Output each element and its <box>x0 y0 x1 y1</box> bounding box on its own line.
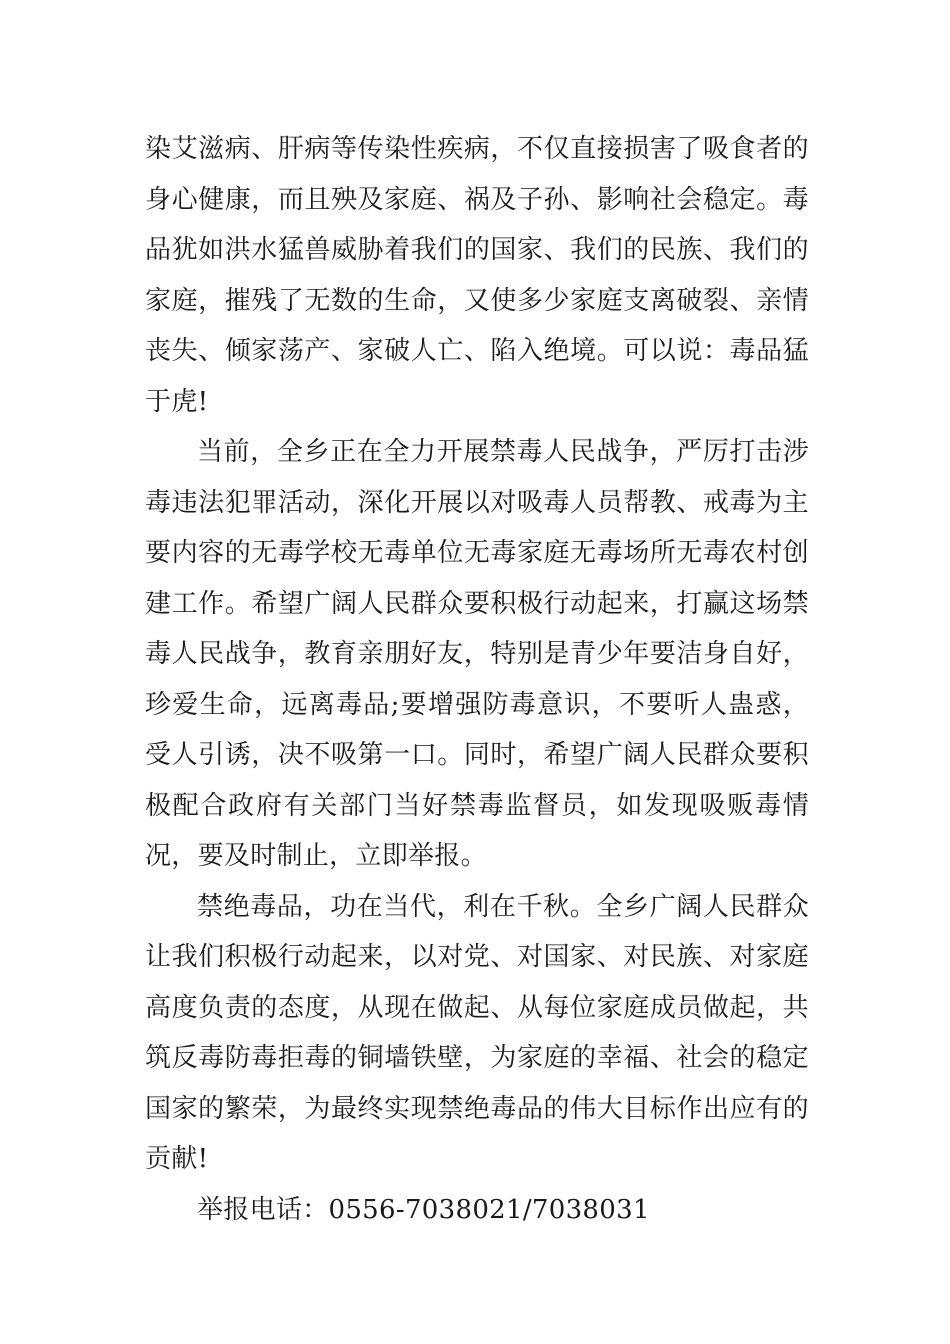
paragraph-continuation: 染艾滋病、肝病等传染性疾病，不仅直接损害了吸食者的身心健康，而且殃及家庭、祸及子孙、影响社会稳定。毒品犹如洪水猛兽威胁着我们的国家、我们的民族、我们的家庭，摧残了无数的生命，又使多少家庭支离破裂、亲情丧失、倾家荡产、家破人亡、陷入绝境。可以说：毒品猛于虎! <box>145 134 809 417</box>
report-hotline: 举报电话：0556-7038021/7038031 <box>197 1194 650 1225</box>
paragraph-call-to-action: 禁绝毒品，功在当代，利在千秋。全乡广阔人民群众让我们积极行动起来，以对党、对国家、对民族、对家庭高度负责的态度，从现在做起、从每位家庭成员做起，共筑反毒防毒拒毒的铜墙铁壁，为家庭的幸福、社会的稳定国家的繁荣，为最终实现禁绝毒品的伟大目标作出应有的贡献! <box>145 891 809 1174</box>
document-body <box>145 124 809 1235</box>
paragraph-current-campaign: 当前，全乡正在全力开展禁毒人民战争，严厉打击涉毒违法犯罪活动，深化开展以对吸毒人员帮教、戒毒为主要内容的无毒学校无毒单位无毒家庭无毒场所无毒农村创建工作。希望广阔人民群众要积极行动起来，打赢这场禁毒人民战争，教育亲朋好友，特别是青少年要洁身自好，珍爱生命，远离毒品;要增强防毒意识，不要听人蛊惑，受人引诱，决不吸第一口。同时，希望广阔人民群众要积极配合政府有关部门当好禁毒监督员，如发现吸贩毒情况，要及时制止，立即举报。 <box>145 437 809 871</box>
